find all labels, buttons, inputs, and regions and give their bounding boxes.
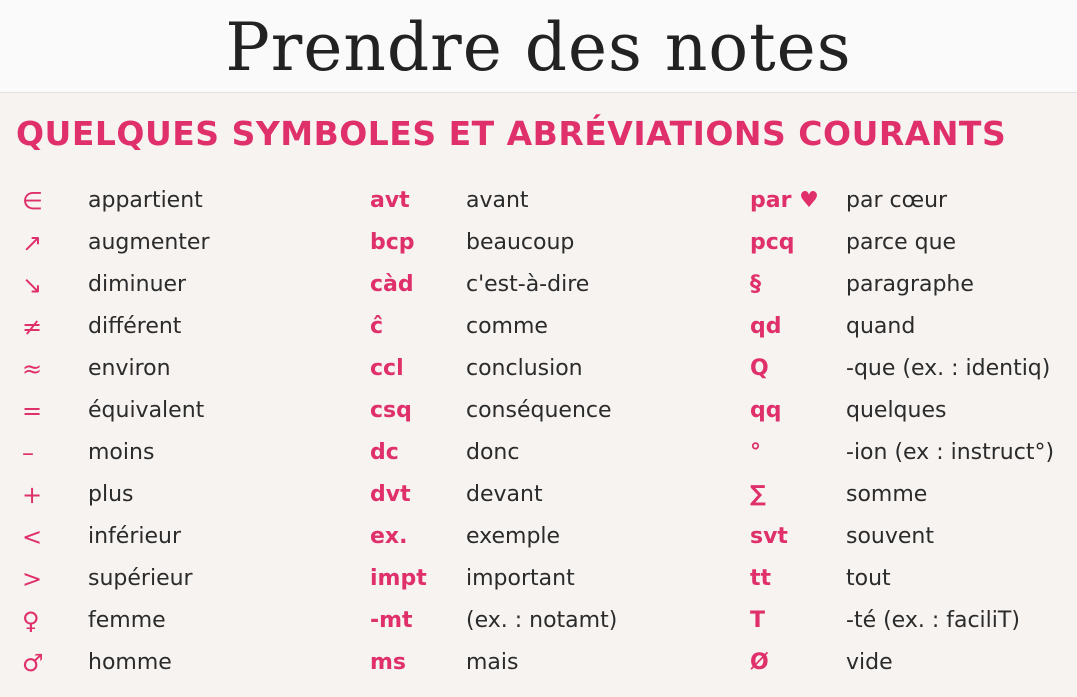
meaning: c'est-à-dire xyxy=(466,272,590,297)
meaning: donc xyxy=(466,440,520,465)
meaning: diminuer xyxy=(88,272,187,297)
meaning: tout xyxy=(846,566,891,591)
abbreviation: dc xyxy=(370,440,399,465)
meaning: mais xyxy=(466,650,519,675)
meaning: équivalent xyxy=(88,398,205,423)
meaning: quelques xyxy=(846,398,947,423)
meaning: paragraphe xyxy=(846,272,974,297)
meaning: -ion (ex : instruct°) xyxy=(846,440,1055,465)
meaning: important xyxy=(466,566,575,591)
meaning: avant xyxy=(466,188,529,213)
meaning: devant xyxy=(466,482,543,507)
meaning: beaucoup xyxy=(466,230,575,255)
abbreviation: tt xyxy=(750,566,772,591)
meaning: exemple xyxy=(466,524,561,549)
meaning: souvent xyxy=(846,524,934,549)
symbol: ∈ xyxy=(22,187,43,215)
meaning: homme xyxy=(88,650,172,675)
abbreviation: ĉ xyxy=(370,314,384,339)
meaning: environ xyxy=(88,356,171,381)
abbreviation: ex. xyxy=(370,524,408,549)
title-band xyxy=(0,0,1077,93)
abbreviation: ∑ xyxy=(750,482,766,507)
meaning: femme xyxy=(88,608,166,633)
symbol: + xyxy=(22,481,43,509)
meaning: parce que xyxy=(846,230,957,255)
symbol: > xyxy=(22,565,43,593)
symbol: ≈ xyxy=(22,355,43,383)
abbreviation: qq xyxy=(750,398,782,423)
symbol: < xyxy=(22,523,43,551)
meaning: supérieur xyxy=(88,566,193,591)
meaning: plus xyxy=(88,482,134,507)
abbreviation: -mt xyxy=(370,608,413,633)
meaning: somme xyxy=(846,482,928,507)
symbol: ≠ xyxy=(22,313,43,341)
symbol: = xyxy=(22,397,43,425)
meaning: conséquence xyxy=(466,398,612,423)
abbreviation: ms xyxy=(370,650,407,675)
abbreviation: ccl xyxy=(370,356,404,381)
abbreviation: T xyxy=(750,608,766,633)
abbreviation: § xyxy=(750,272,761,297)
meaning: par cœur xyxy=(846,188,948,213)
abbreviation: qd xyxy=(750,314,782,339)
meaning: conclusion xyxy=(466,356,583,381)
abbreviation: ° xyxy=(750,440,761,465)
meaning: augmenter xyxy=(88,230,210,255)
meaning: moins xyxy=(88,440,155,465)
abbreviation: Q xyxy=(750,356,769,381)
meaning: (ex. : notamt) xyxy=(466,608,618,633)
abbreviation: càd xyxy=(370,272,414,297)
meaning: inférieur xyxy=(88,524,182,549)
meaning: différent xyxy=(88,314,182,339)
section-heading: QUELQUES SYMBOLES ET ABRÉVIATIONS COURANTS xyxy=(16,114,1007,153)
abbreviation: csq xyxy=(370,398,412,423)
symbol: – xyxy=(22,439,34,467)
symbol: ↘ xyxy=(22,271,43,299)
symbol: ↗ xyxy=(22,229,43,257)
meaning: -que (ex. : identiq) xyxy=(846,356,1051,381)
symbol: ♀ xyxy=(22,607,40,635)
page-title: Prendre des notes xyxy=(225,9,852,86)
abbreviation: svt xyxy=(750,524,788,549)
symbol: ♂ xyxy=(22,649,44,677)
abbreviation: par ♥ xyxy=(750,188,819,213)
abbreviation: bcp xyxy=(370,230,415,255)
meaning: quand xyxy=(846,314,916,339)
meaning: -té (ex. : faciliT) xyxy=(846,608,1020,633)
meaning: appartient xyxy=(88,188,203,213)
meaning: comme xyxy=(466,314,548,339)
abbreviation: pcq xyxy=(750,230,795,255)
abbreviation: dvt xyxy=(370,482,411,507)
abbreviation: impt xyxy=(370,566,427,591)
abbreviation: avt xyxy=(370,188,410,213)
meaning: vide xyxy=(846,650,893,675)
abbreviation: Ø xyxy=(750,650,769,675)
